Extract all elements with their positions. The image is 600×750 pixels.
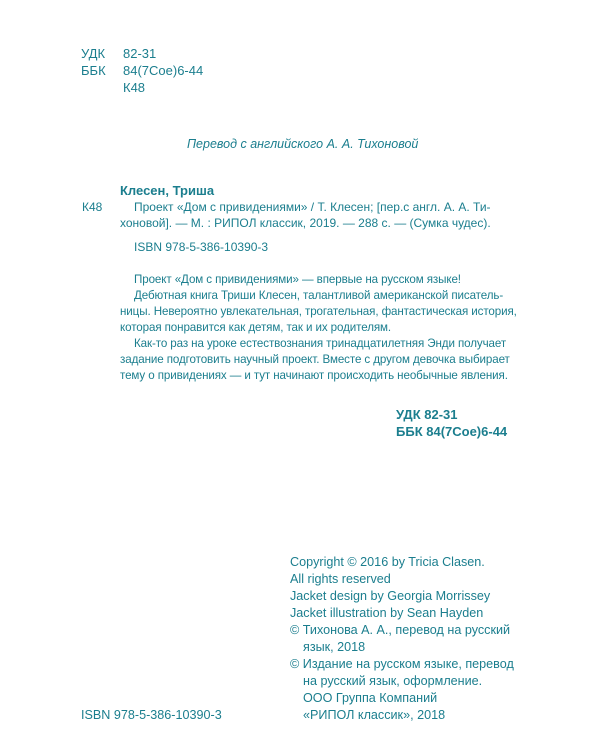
copyright-line: ООО Группа Компаний (303, 691, 438, 705)
copyright-line: © Тихонова А. А., перевод на русский (290, 623, 511, 637)
description-line: хоновой]. — М. : РИПОЛ классик, 2019. — 288 с. — (Сумка чудес). (120, 216, 491, 230)
annotation-line: Проект «Дом с привидениями» — впервые на русском языке! (134, 273, 461, 286)
bbk-value: 84(7Сое)6-44 (123, 63, 204, 78)
annotation-line: тему о привидениях — и тут начинают происходить необычные явления. (120, 369, 508, 382)
annotation-line: задание подготовить научный проект. Вместе с другом девочка выбирает (120, 353, 510, 366)
copyright-line: Copyright © 2016 by Tricia Clasen. (290, 555, 485, 569)
annotation-line: ницы. Невероятно увлекательная, трогательная, фантастическая история, (120, 305, 517, 318)
bbk-label: ББК (81, 63, 106, 78)
udk-label: УДК (81, 46, 106, 61)
copyright-line: © Издание на русском языке, перевод (290, 657, 514, 671)
copyright-line: Jacket design by Georgia Morrissey (290, 589, 491, 603)
copyright-line: «РИПОЛ классик», 2018 (303, 708, 446, 722)
copyright-line: Jacket illustration by Sean Hayden (290, 606, 484, 620)
udk-code-bottom: УДК 82-31 (396, 407, 458, 422)
description-line: Проект «Дом с привидениями» / Т. Клесен; [пер.с англ. А. А. Ти- (134, 200, 491, 214)
copyright-line: All rights reserved (290, 572, 391, 586)
annotation-line: Дебютная книга Триши Клесен, талантливой американской писатель- (134, 289, 504, 302)
bbk-code-bottom: ББК 84(7Сое)6-44 (396, 424, 508, 439)
catalog-isbn: ISBN 978-5-386-10390-3 (134, 240, 269, 254)
author-sign: К48 (82, 200, 103, 214)
copyright-line: на русский язык, оформление. (303, 674, 483, 688)
footer-isbn: ISBN 978-5-386-10390-3 (81, 708, 222, 722)
author-heading: Клесен, Триша (120, 183, 215, 198)
annotation-line: Как-то раз на уроке естествознания тринадцатилетняя Энди получает (134, 337, 507, 350)
udk-value: 82-31 (123, 46, 157, 61)
translator-note: Перевод с английского А. А. Тихоновой (187, 137, 419, 151)
annotation-line: которая понравится как детям, так и их родителям. (120, 321, 392, 334)
copyright-line: язык, 2018 (303, 640, 366, 654)
author-sign-top: К48 (123, 80, 146, 95)
